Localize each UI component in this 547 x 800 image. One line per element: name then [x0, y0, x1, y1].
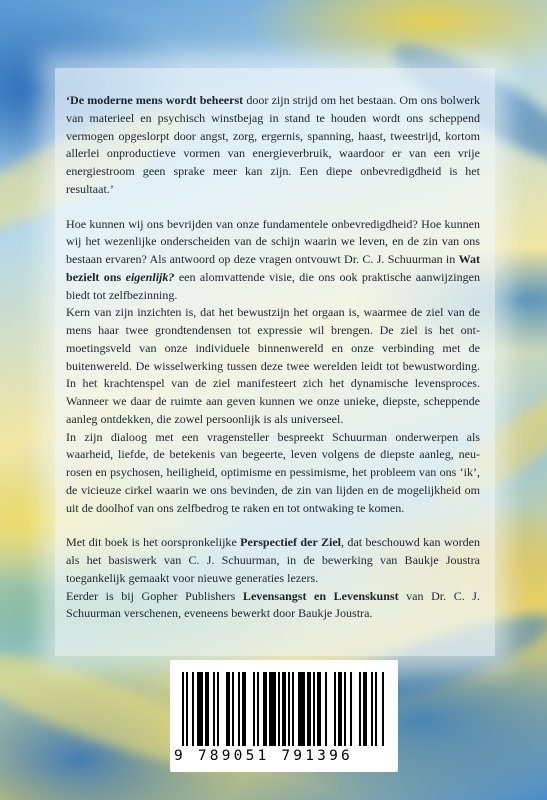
earlier-text-end: van Dr. C. J. Schuurman verschenen, eveneens bewerkt door Baukje Joustra. [66, 588, 480, 621]
core-paragraph: Kern van zijn inzichten is, dat het bewustzijn het orgaan is, waarmee de ziel van de mens haar twee grondtendensen tot expressie wil brengen. De ziel is het ontmoetingsveld van onze individuele binnenwereld en onze verbinding met de buitenwereld. De wisselwerking tussen deze twee werelden leidt tot bewustwording. In het krachtenspel van de ziel manifesteert zich het dynamische levensproces. Wanneer we daar de ruimte aan geven kunnen we onze unieke, diepste, scheppende aanleg ontdekken, die zowel persoonlijk is als universeel. [66, 305, 480, 426]
edition-paragraph [66, 534, 480, 587]
questions-text-end: een alomvattende visie, die ons ook praktische aanwijzingen biedt tot zelfbezinning. [66, 269, 480, 302]
quote-paragraph [66, 92, 480, 199]
book-title-italic: eigenlijk? [125, 269, 175, 284]
barcode-bar [384, 672, 386, 746]
earlier-paragraph [66, 588, 480, 624]
isbn-number: 9 789051 791396 [174, 748, 353, 764]
barcode-bars [182, 672, 386, 746]
questions-text: Hoe kunnen wij ons bevrijden van onze fundamentele onbevredigdheid? Hoe kunnen wij het wezenlijke onderscheiden van de schijn waarin we leven, en de zin van ons bestaan ervaren? Als antwoord op deze vragen ontvouwt Dr. C. J. Schuurman in [66, 216, 480, 266]
blurb-text [66, 92, 480, 623]
quote-bold: ‘De moderne mens wordt beheerst [66, 93, 244, 107]
earlier-title: Levensangst en Levenskunst [242, 588, 399, 603]
book-title: Wat bezielt ons [66, 252, 480, 284]
quote-rest: door zijn strijd om het bestaan. Om ons bolwerk van materieel en psychisch winstbejag in stand te houden wordt ons scheppend vermogen opgeslorpt door angst, zorg, ergernis, spanning, haast, tweestrijd, kortom allerlei onproductieve vormen van energieverbruik, waardoor er van een vrije energiestroom geen sprake meer kan zijn. Een diepe onbevredigdheid is het resultaat.’ [66, 93, 480, 196]
barcode [170, 660, 398, 772]
edition-text-end: , dat beschouwd kan worden als het basiswerk van C. J. Schuurman, in de bewerking van Baukje Joustra toegankelijk gemaakt voor nieuwe generaties lezers. [66, 535, 480, 585]
original-title: Perspectief der Ziel [240, 535, 342, 550]
questions-paragraph [66, 216, 480, 305]
earlier-text: Eerder is bij Gopher Publishers [66, 588, 243, 603]
dialogue-paragraph: In zijn dialoog met een vragensteller bespreekt Schuurman onderwerpen als waarheid, liefde, de betekenis van begeerte, leven volgens de diepste aanleg, neurosen en psychosen, heiligheid, optimisme en pessimisme, het probleem van ons ‘ik’, de vicieuze cirkel waarin we ons bevinden, de zin van lijden en de mogelijkheid om uit de doolhof van ons zelfbedrog te raken en tot ontwaking te komen. [66, 429, 480, 515]
edition-text: Met dit boek is het oorspronkelijke [66, 535, 241, 550]
